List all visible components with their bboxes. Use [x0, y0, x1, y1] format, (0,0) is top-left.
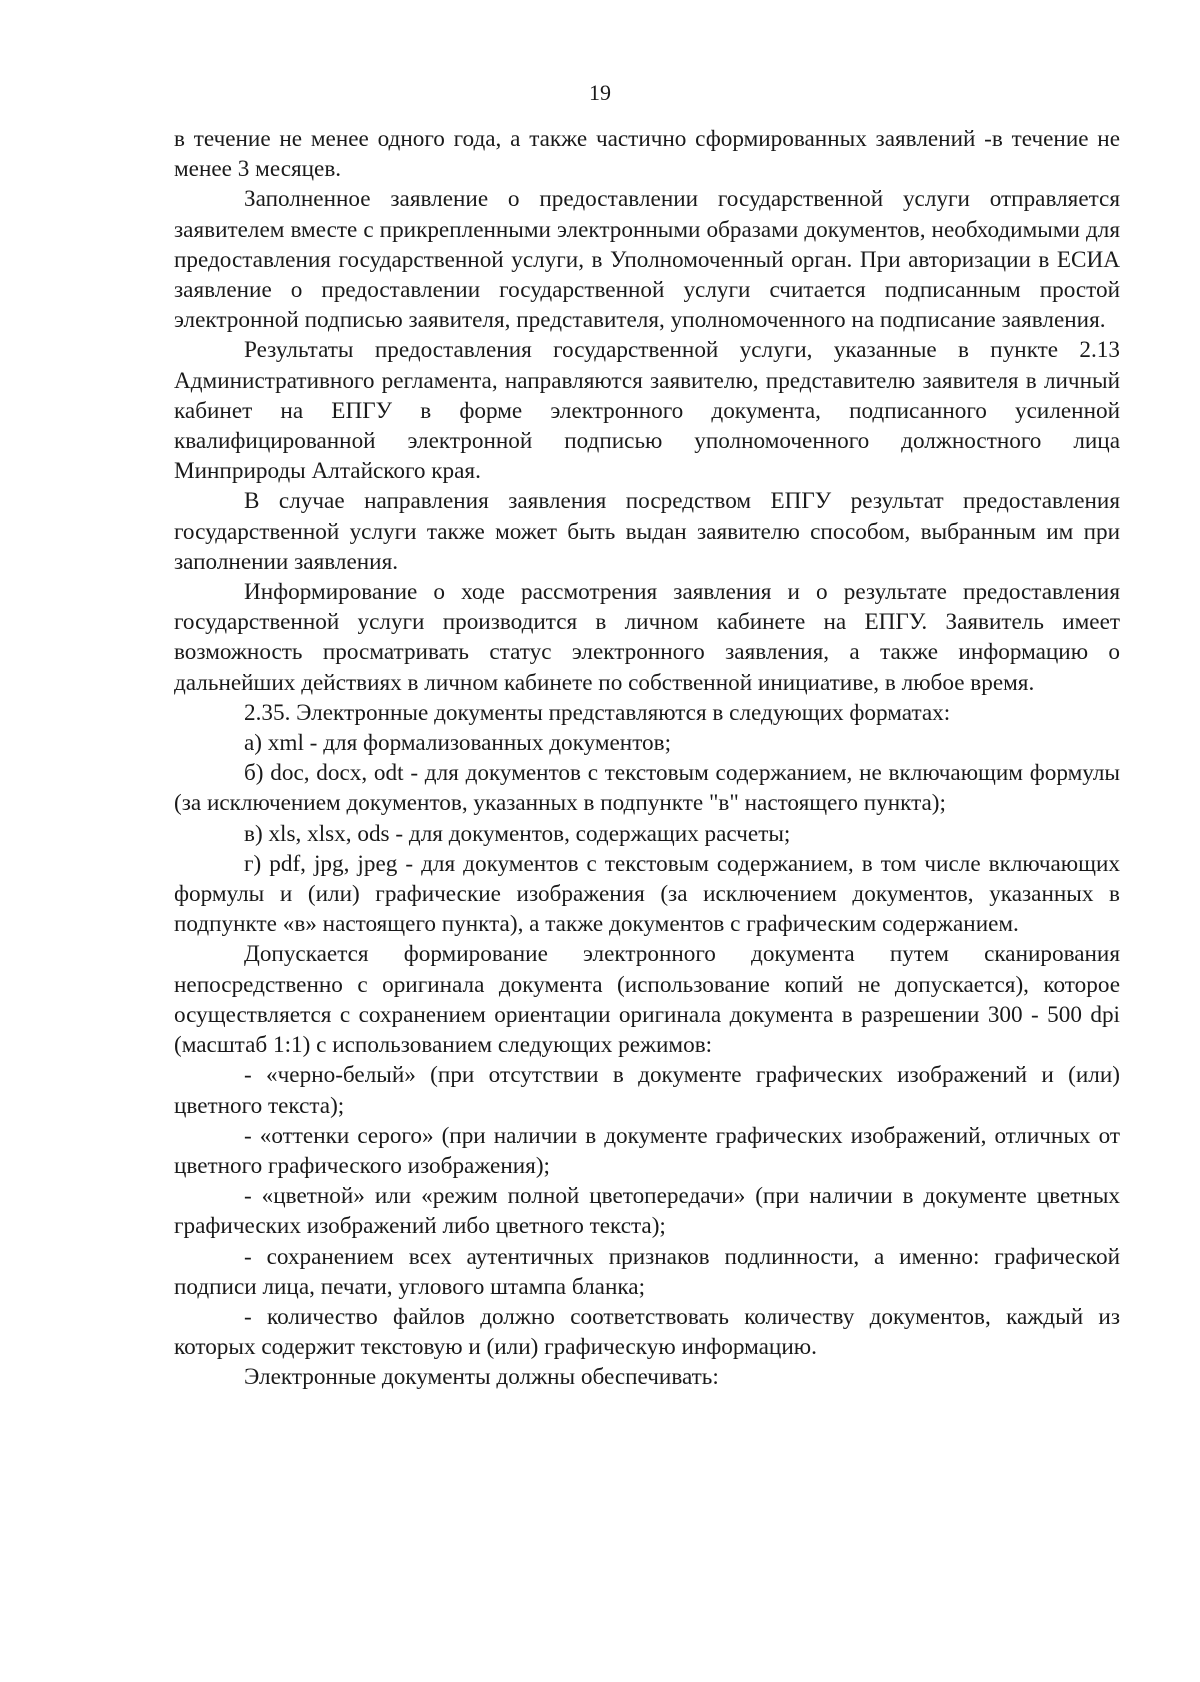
paragraph: Электронные документы должны обеспечивать: [244, 1364, 719, 1391]
paragraph: 2.35. Электронные документы представляются в следующих форматах: [244, 699, 951, 726]
list-item: - «черно-белый» (при отсутствии в документе графических изображений и (или) цветного текста); [174, 1062, 1120, 1119]
list-item: - «цветной» или «режим полной цветопередачи» (при наличии в документе цветных графических изображений либо цветного текста); [174, 1183, 1120, 1240]
list-item: - «оттенки серого» (при наличии в документе графических изображений, отличных от цветного графического изображения); [174, 1122, 1120, 1179]
page-number: 19 [589, 80, 611, 105]
paragraph: Заполненное заявление о предоставлении государственной услуги отправляется заявителем вместе с прикрепленными электронными образами документов, необходимыми для предоставления государственной услуги, в Уполномоченный орган. При авторизации в ЕСИА заявление о предоставлении государственной услуги считается подписанным простой электронной подписью заявителя, представителя, уполномоченного на подписание заявления. [174, 186, 1120, 334]
list-item: - сохранением всех аутентичных признаков подлинности, а именно: графической подписи лица, печати, углового штампа бланка; [174, 1243, 1120, 1300]
document-body [174, 124, 1120, 1393]
list-item: - количество файлов должно соответствовать количеству документов, каждый из которых содержит текстовую и (или) графическую информацию. [174, 1303, 1120, 1361]
list-item: г) pdf, jpg, jpeg - для документов с текстовым содержанием, в том числе включающих формулы и (или) графические изображения (за исключением документов, указанных в подпункте «в» настоящего пункта), а также документов с графическим содержанием. [174, 850, 1120, 938]
paragraph: В случае направления заявления посредством ЕПГУ результат предоставления государственной услуги также может быть выдан заявителю способом, выбранным им при заполнении заявления. [174, 488, 1120, 575]
list-item: б) doc, docx, odt - для документов с текстовым содержанием, не включающим формулы (за исключением документов, указанных в подпункте "в" настоящего пункта); [174, 760, 1120, 817]
paragraph: Допускается формирование электронного документа путем сканирования непосредственно с оригинала документа (использование копий не допускается), которое осуществляется с сохранением ориентации оригинала документа в разрешении 300 - 500 dpi (масштаб 1:1) с использованием следующих режимов: [174, 941, 1120, 1059]
paragraph: Результаты предоставления государственной услуги, указанные в пункте 2.13 Административного регламента, направляются заявителю, представителю заявителя в личный кабинет на ЕПГУ в форме электронного документа, подписанного усиленной квалифицированной электронной подписью уполномоченного должностного лица Минприроды Алтайского края. [174, 337, 1120, 485]
paragraph: Информирование о ходе рассмотрения заявления и о результате предоставления государственной услуги производится в личном кабинете на ЕПГУ. Заявитель имеет возможность просматривать статус электронного заявления, а также информацию о дальнейших действиях в личном кабинете по собственной инициативе, в любое время. [174, 579, 1120, 696]
list-item: а) xml - для формализованных документов; [244, 730, 672, 757]
list-item: в) xls, xlsx, ods - для документов, содержащих расчеты; [244, 820, 791, 847]
paragraph: в течение не менее одного года, а также частично сформированных заявлений -в течение не менее 3 месяцев. [174, 126, 1120, 183]
